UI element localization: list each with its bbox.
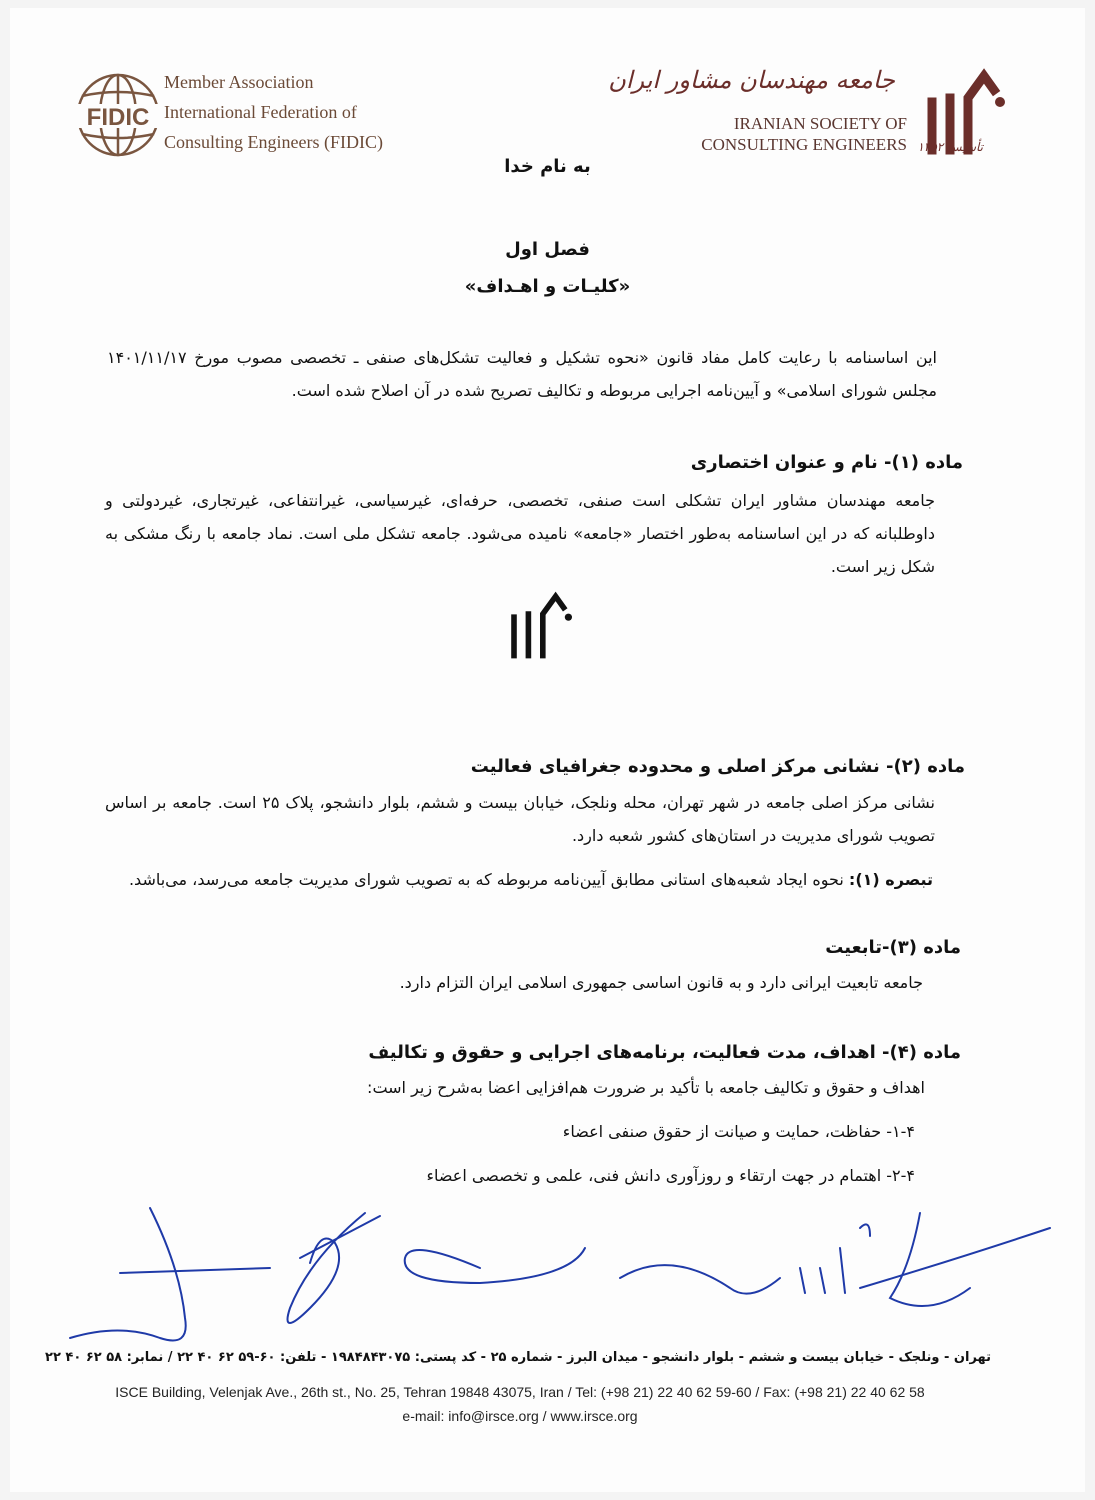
footer-address-fa: تهران - ونلجک - خیابان بیست و ششم - بلوار دانشجو - میدان البرز - شماره ۲۵ - کد پستی: ۱۹۸۴۸۴۳۰۷۵ - تلفن: ۶۰-۵۹ ۶۲ ۴۰ ۲۲ / نمابر: ۵۸ ۶۲ ۴۰ ۲۲	[45, 1350, 991, 1365]
chapter-subtitle: «کلیـات و اهـداف»	[464, 276, 631, 297]
signature-1	[70, 1208, 186, 1341]
article-3-heading: ماده (۳)-تابعیت	[825, 937, 961, 958]
article-1-text: جامعه مهندسان مشاور ایران تشکلی است صنفی، تخصصی، حرفه‌ای، غیرسیاسی، غیرانتفاعی، غیرتجاری، غیردولتی و داوطلبانه که در این اساسنامه به‌طور اختصار «جامعه» نامیده می‌شود. جامعه تشکل ملی است. نماد جامعه با رنگ مشکی به شکل زیر است.	[105, 491, 935, 576]
article-2-note	[129, 870, 933, 889]
bismillah: به نام خدا	[504, 156, 591, 177]
note-text: نحوه ایجاد شعبه‌های استانی مطابق آیین‌نامه مربوطه که به تصویب شورای مدیریت جامعه می‌رسد، می‌باشد.	[128, 870, 849, 889]
article-4-item-2: ۲-۴- اهتمام در جهت ارتقاء و روزآوری دانش فنی، علمی و تخصصی اعضاء	[426, 1166, 915, 1185]
isce-name-en-2: CONSULTING ENGINEERS	[701, 135, 907, 154]
signature-3	[620, 1265, 780, 1293]
article-4-text: اهداف و حقوق و تکالیف جامعه با تأکید بر ضرورت هم‌افزایی اعضا به‌شرح زیر است:	[367, 1078, 925, 1097]
document-page	[10, 8, 1085, 1492]
fidic-logo-text: FIDIC	[86, 104, 150, 131]
article-4-heading: ماده (۴)- اهداف، مدت فعالیت، برنامه‌های اجرایی و حقوق و تکالیف	[368, 1042, 961, 1063]
fidic-globe-logo	[68, 70, 168, 160]
article-4-item-1: ۱-۴- حفاظت، حمایت و صیانت از حقوق صنفی اعضاء	[562, 1122, 915, 1141]
signatures	[10, 1188, 1085, 1358]
isce-name-fa: جامعه مهندسان مشاور ایران	[608, 66, 895, 94]
isce-name-en-1: IRANIAN SOCIETY OF	[733, 114, 907, 133]
fidic-line-1: Member Association	[164, 72, 314, 92]
isce-symbol-black	[502, 582, 582, 662]
footer-contact[interactable]: e-mail: info@irsce.org / www.irsce.org	[402, 1408, 638, 1424]
signature-4	[860, 1228, 1050, 1288]
article-2-text: نشانی مرکز اصلی جامعه در شهر تهران، محله ونلجک، خیابان بیست و ششم، بلوار دانشجو، پلاک ۲۵ است. جامعه بر اساس تصویب شورای مدیریت در استان‌های کشور شعبه دارد.	[105, 793, 935, 845]
intro-paragraph: این اساسنامه با رعایت کامل مفاد قانون «نحوه تشکیل و فعالیت تشکل‌های صنفی ـ تخصصی مصوب مورخ ۱۴۰۱/۱۱/۱۷ مجلس شورای اسلامی» و آیین‌نامه اجرایی مربوطه و تکالیف تصریح شده در آن اصلاح شده است.	[107, 348, 937, 400]
fidic-line-2: International Federation of	[164, 102, 357, 122]
article-3-text: جامعه تابعیت ایرانی دارد و به قانون اساسی جمهوری اسلامی ایران التزام دارد.	[399, 973, 923, 992]
chapter-title: فصل اول	[505, 239, 590, 260]
note-label: تبصره (۱):	[848, 870, 933, 889]
article-2-heading: ماده (۲)- نشانی مرکز اصلی و محدوده جغرافیای فعالیت	[470, 756, 965, 777]
isce-established: تأسیس ۱۳۵۲	[917, 140, 983, 154]
article-1-heading: ماده (۱)- نام و عنوان اختصاری	[690, 452, 963, 473]
footer-address-en: ISCE Building, Velenjak Ave., 26th st., No. 25, Tehran 19848 43075, Iran / Tel: (+98 21) 22 40 62 59-60 / Fax: (+98 21) 22 40 62 58	[115, 1384, 925, 1400]
fidic-line-3: Consulting Engineers (FIDIC)	[164, 132, 383, 152]
